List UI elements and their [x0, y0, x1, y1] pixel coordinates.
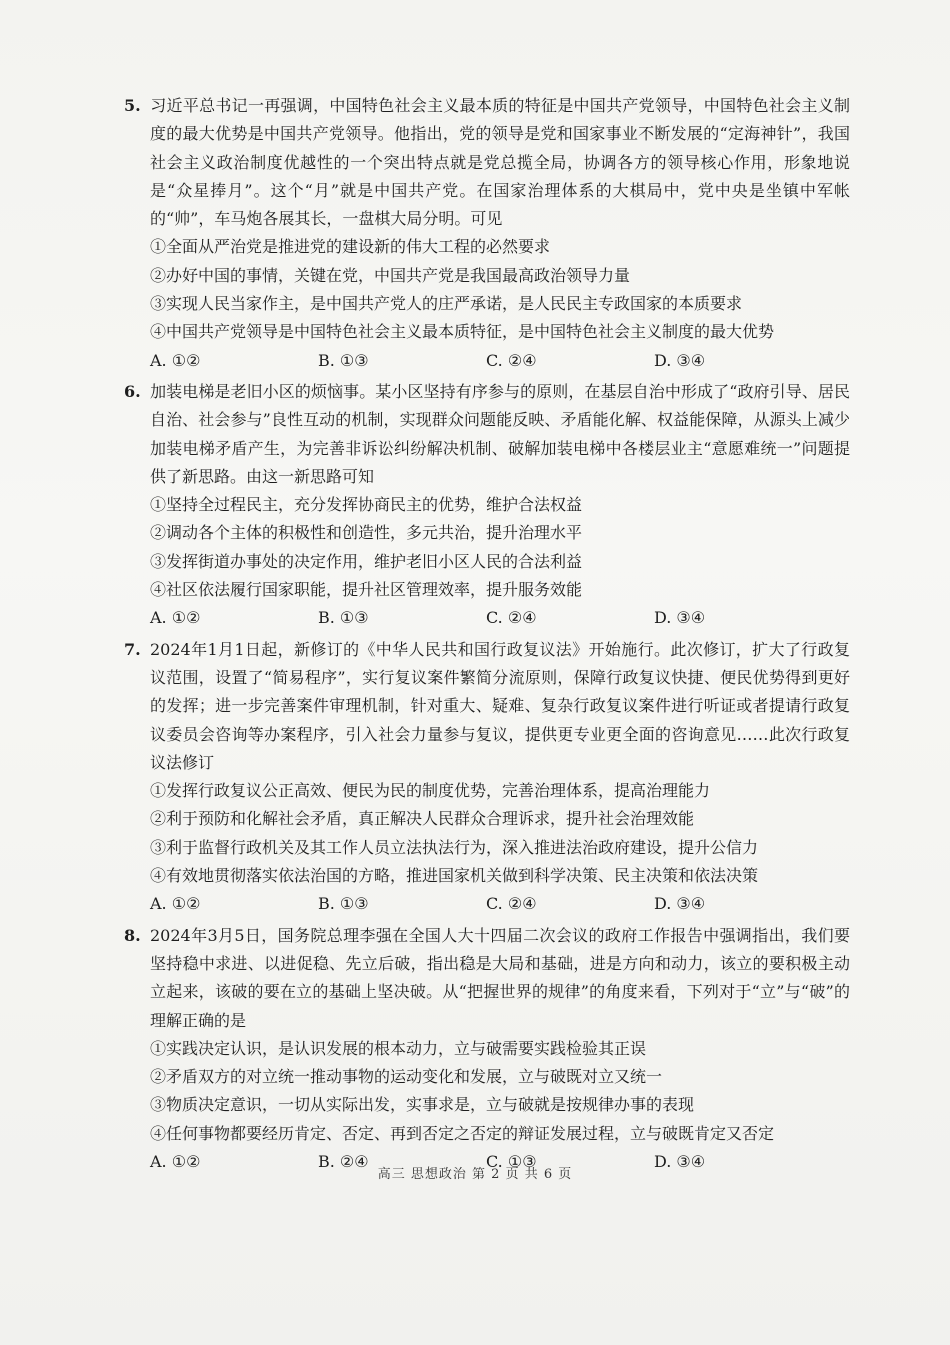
question-stem: [124, 92, 850, 233]
question-5: [124, 92, 850, 375]
question-8: [124, 922, 850, 1177]
choice-c: C. ①③: [486, 1151, 537, 1171]
choice-a: A. ①②: [150, 608, 201, 628]
choice-d: D. ③④: [654, 1151, 706, 1171]
choice-c: C. ②④: [486, 350, 537, 370]
statement-option: ②矛盾双方的对立统一推动事物的运动变化和发展，立与破既对立又统一: [150, 1067, 663, 1087]
choice-d: D. ③④: [654, 894, 706, 914]
choice-c: C. ②④: [486, 894, 537, 914]
statement-option: ④有效地贯彻落实依法治国的方略，推进国家机关做到科学决策、民主决策和依法决策: [150, 866, 759, 886]
statement-option: ①发挥行政复议公正高效、便民为民的制度优势，完善治理体系，提高治理能力: [150, 781, 711, 801]
question-text: 加装电梯是老旧小区的烦恼事。某小区坚持有序参与的原则，在基层自治中形成了“政府引导、居民自治、社会参与”良性互动的机制，实现群众问题能反映、矛盾能化解、权益能保障，从源头上减少加装电梯矛盾产生，为完善非诉讼纠纷解决机制、破解加装电梯中各楼层业主“意愿难统一”问题提供了新思路。由这一新思路可知: [150, 381, 850, 486]
choice-a: A. ①②: [150, 350, 201, 370]
statement-option: ①全面从严治党是推进党的建设新的伟大工程的必然要求: [150, 237, 551, 257]
choice-a: A. ①②: [150, 894, 201, 914]
statement-option: ③实现人民当家作主，是中国共产党人的庄严承诺，是人民民主专政国家的本质要求: [150, 294, 743, 314]
statement-option: ②调动各个主体的积极性和创造性，多元共治，提升治理水平: [150, 523, 583, 543]
question-number: 5.: [124, 96, 141, 115]
statement-option: ③发挥街道办事处的决定作用，维护老旧小区人民的合法利益: [150, 551, 583, 571]
choice-b: B. ①③: [318, 894, 369, 914]
answer-choices: [124, 347, 850, 375]
statement-option: ④任何事物都要经历肯定、否定、再到否定之否定的辩证发展过程，立与破既肯定又否定: [150, 1123, 775, 1143]
statement-option: ①实践决定认识，是认识发展的根本动力，立与破需要实践检验其正误: [150, 1038, 647, 1058]
answer-choices: [124, 604, 850, 632]
statement-option: ②办好中国的事情，关键在党，中国共产党是我国最高政治领导力量: [150, 265, 631, 285]
question-6: [124, 378, 850, 633]
question-stem: [124, 378, 850, 491]
choice-b: B. ①③: [318, 608, 369, 628]
choice-d: D. ③④: [654, 350, 706, 370]
question-number: 8.: [124, 925, 141, 945]
choice-c: C. ②④: [486, 608, 537, 628]
question-number: 7.: [124, 639, 141, 659]
statement-option: ③利于监督行政机关及其工作人员立法执法行为，深入推进法治政府建设，提升公信力: [150, 837, 759, 857]
question-list: [124, 92, 850, 1179]
question-number: 6.: [124, 381, 141, 401]
page-footer: 高三 思想政治 第 2 页 共 6 页: [377, 1167, 573, 1182]
question-text: 2024年3月5日，国务院总理李强在全国人大十四届二次会议的政府工作报告中强调指出，我们要坚持稳中求进、以进促稳、先立后破，指出稳是大局和基础，进是方向和动力，该立的要积极主动立起来，该破的要在立的基础上坚决破。从“把握世界的规律”的角度来看，下列对于“立”与“破”的理解正确的是: [150, 925, 850, 1030]
statement-option: ②利于预防和化解社会矛盾，真正解决人民群众合理诉求，提升社会治理效能: [150, 809, 695, 829]
choice-a: A. ①②: [150, 1151, 201, 1171]
choice-d: D. ③④: [654, 608, 706, 628]
statement-option: ③物质决定意识，一切从实际出发，实事求是，立与破就是按规律办事的表现: [150, 1095, 695, 1115]
question-text: 2024年1月1日起，新修订的《中华人民共和国行政复议法》开始施行。此次修订，扩大了行政复议范围，设置了“简易程序”，实行复议案件繁简分流原则，保障行政复议快捷、便民优势得到更好的发挥；进一步完善案件审理机制，针对重大、疑难、复杂行政复议案件进行听证或者提请行政复议委员会咨询等办案程序，引入社会力量参与复议，提供更专业更全面的咨询意见……此次行政复议法修订: [150, 639, 850, 772]
answer-choices: [124, 890, 850, 918]
question-stem: [124, 922, 850, 1035]
statement-option: ④中国共产党领导是中国特色社会主义最本质特征，是中国特色社会主义制度的最大优势: [150, 322, 775, 342]
statement-option: ①坚持全过程民主，充分发挥协商民主的优势，维护合法权益: [150, 495, 583, 515]
choice-b: B. ②④: [318, 1151, 369, 1171]
choice-b: B. ①③: [318, 350, 369, 370]
question-stem: [124, 636, 850, 777]
question-text: 习近平总书记一再强调，中国特色社会主义最本质的特征是中国共产党领导，中国特色社会主义制度的最大优势是中国共产党领导。他指出，党的领导是党和国家事业不断发展的“定海神针”，我国社会主义政治制度优越性的一个突出特点就是党总揽全局，协调各方的领导核心作用，形象地说是“众星捧月”。这个“月”就是中国共产党。在国家治理体系的大棋局中，党中央是坐镇中军帐的“帅”，车马炮各展其长，一盘棋大局分明。可见: [150, 96, 850, 229]
statement-option: ④社区依法履行国家职能，提升社区管理效率，提升服务效能: [150, 580, 583, 600]
question-7: [124, 636, 850, 919]
